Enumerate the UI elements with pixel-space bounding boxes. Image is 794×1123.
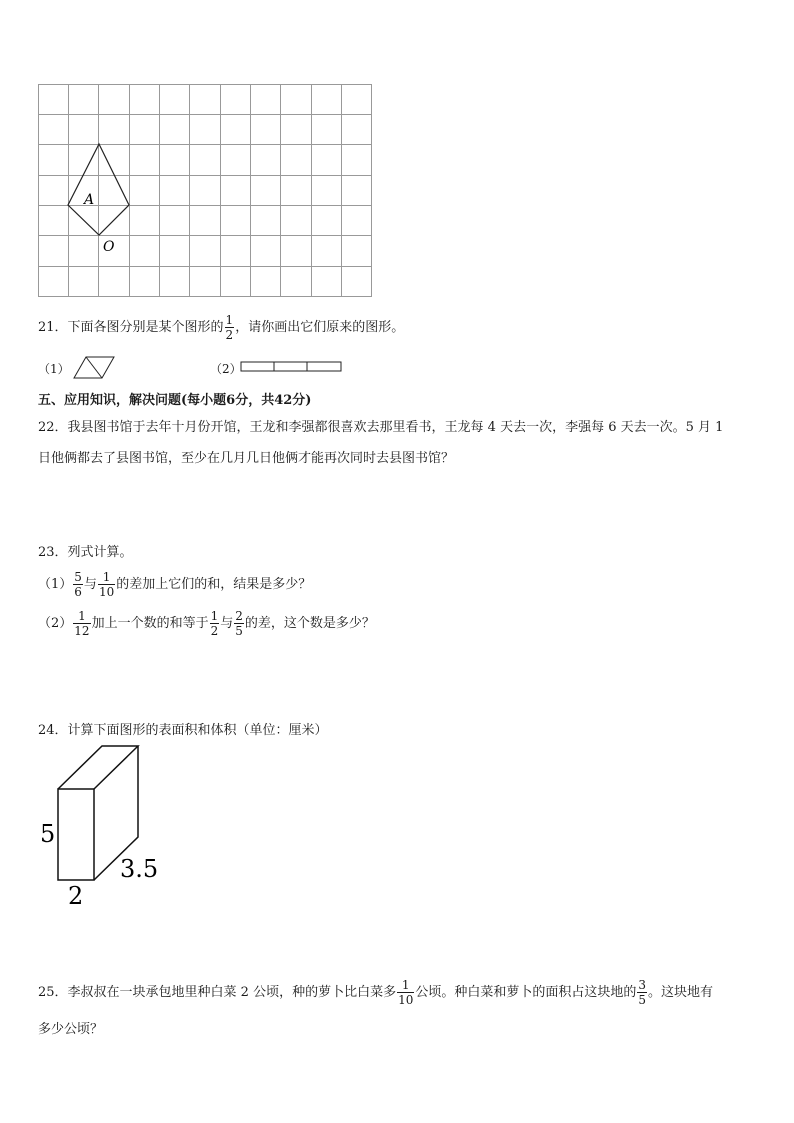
q25-line2: 多少公顷？ — [38, 1022, 104, 1037]
q23-p1-frac2: $\frac{1}{10}$ — [98, 570, 115, 599]
q25-frac2: $\frac{3}{5}$ — [638, 978, 647, 1007]
section5-title: 五、应用知识，解决问题(每小题6分，共42分) — [38, 393, 312, 408]
q23-part1: （1） $\frac{5}{6}$ 与 $\frac{1}{10}$ 的差加上它们的和，结果是多少？ — [38, 570, 312, 599]
dim-width: 2 — [68, 882, 84, 910]
q22-line1: 22．我县图书馆于去年十月份开馆，王龙和李强都很喜欢去那里看书，王龙每 4 天去一次，李强每 6 天去一次。5 月 1 — [38, 420, 724, 435]
segmented-bar-figure — [240, 360, 344, 374]
cuboid-figure — [36, 742, 166, 912]
q23-p1-frac1: $\frac{5}{6}$ — [74, 570, 82, 599]
q21-part1-label: （1） — [38, 362, 70, 376]
grid-figure — [38, 84, 374, 299]
q22-line2: 日他俩都去了县图书馆，至少在几月几日他俩才能再次同时去县图书馆？ — [38, 451, 455, 466]
q24-title: 24．计算下面图形的表面积和体积（单位：厘米） — [38, 723, 328, 738]
q23-p2-frac2: $\frac{1}{2}$ — [210, 609, 219, 638]
q23-p2-frac1: $\frac{1}{12}$ — [74, 609, 90, 638]
q23-p2-frac3: $\frac{2}{5}$ — [235, 609, 243, 638]
dim-height: 5 — [40, 820, 56, 848]
q25-line1: 25．李叔叔在一块承包地里种白菜 2 公顷，种的萝卜比白菜多 $\frac{1}{10}$ 公顷。种白菜和萝卜的面积占这块地的 $\frac{3}{5}$ 。这块地有 — [38, 978, 714, 1007]
label-o: O — [103, 239, 115, 255]
q23-part2: （2） $\frac{1}{12}$ 加上一个数的和等于 $\frac{1}{2}$ 与 $\frac{2}{5}$ 的差，这个数是多少？ — [38, 609, 375, 638]
q21-fraction: $\frac{1}{2}$ — [225, 313, 234, 342]
parallelogram-figure — [72, 356, 118, 380]
q23-title: 23．列式计算。 — [38, 545, 133, 560]
q21-prompt: 21．下面各图分别是某个图形的 $\frac{1}{2}$ ，请你画出它们原来的图形。 — [38, 313, 405, 342]
q21-part2-label: （2） — [210, 362, 242, 376]
q25-frac1: $\frac{1}{10}$ — [398, 978, 414, 1007]
label-a: A — [84, 192, 95, 208]
dim-depth: 3.5 — [120, 855, 159, 883]
